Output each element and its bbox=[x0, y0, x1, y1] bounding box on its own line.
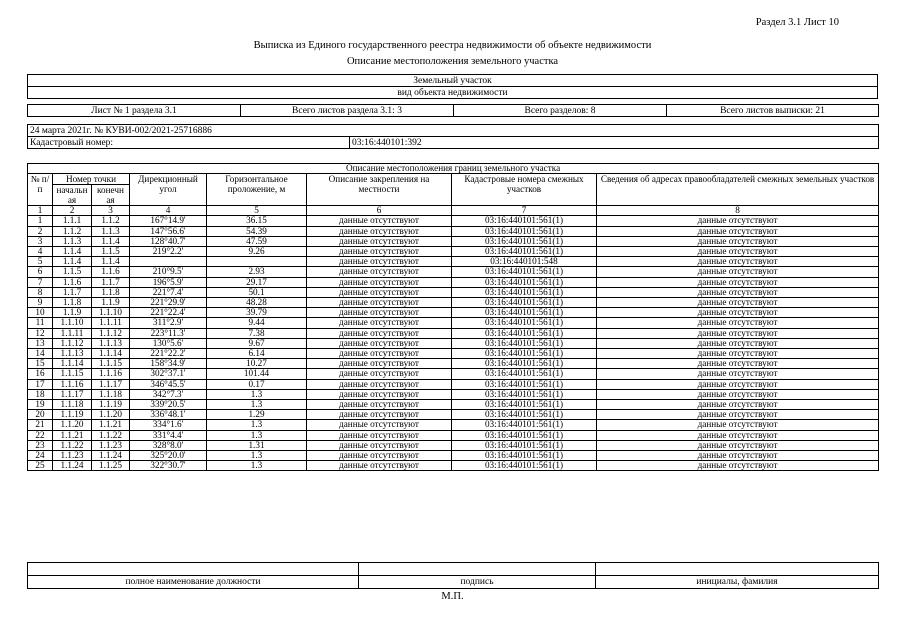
directional-angle: 221°22.2' bbox=[130, 349, 207, 359]
adjacent-cadastral-number: 03:16:440101:561(1) bbox=[452, 247, 597, 257]
row-num: 21 bbox=[28, 420, 53, 430]
row-num: 16 bbox=[28, 369, 53, 379]
row-num: 24 bbox=[28, 451, 53, 461]
owner-address: данные отсутствуют bbox=[597, 216, 879, 226]
adjacent-cadastral-number: 03:16:440101:561(1) bbox=[452, 440, 597, 450]
cadastral-number: 03:16:440101:392 bbox=[350, 137, 879, 149]
fixing-description: данные отсутствуют bbox=[307, 226, 452, 236]
horizontal-distance: 2.93 bbox=[207, 267, 307, 277]
column-numbers-row bbox=[28, 206, 879, 216]
end-point: 1.1.20 bbox=[92, 410, 130, 420]
initials-label: инициалы, фамилия bbox=[596, 576, 879, 589]
row-num: 17 bbox=[28, 379, 53, 389]
fixing-description: данные отсутствуют bbox=[307, 349, 452, 359]
end-point: 1.1.4 bbox=[92, 257, 130, 267]
end-point: 1.1.22 bbox=[92, 430, 130, 440]
end-point: 1.1.21 bbox=[92, 420, 130, 430]
owner-address: данные отсутствуют bbox=[597, 461, 879, 471]
fixing-description: данные отсутствуют bbox=[307, 430, 452, 440]
object-type: Земельный участок bbox=[28, 75, 878, 87]
directional-angle: 147°56.6' bbox=[130, 226, 207, 236]
end-point: 1.1.8 bbox=[92, 287, 130, 297]
table-row bbox=[28, 328, 879, 338]
directional-angle bbox=[130, 257, 207, 267]
fixing-description: данные отсутствуют bbox=[307, 287, 452, 297]
initials-field bbox=[596, 563, 879, 576]
object-kind-label: вид объекта недвижимости bbox=[28, 87, 878, 99]
row-num: 1 bbox=[28, 216, 53, 226]
column-number: 6 bbox=[307, 206, 452, 216]
adjacent-cadastral-number: 03:16:440101:561(1) bbox=[452, 349, 597, 359]
directional-angle: 167°14.9' bbox=[130, 216, 207, 226]
adjacent-cadastral-number: 03:16:440101:561(1) bbox=[452, 226, 597, 236]
fixing-description: данные отсутствуют bbox=[307, 440, 452, 450]
start-point: 1.1.17 bbox=[53, 389, 92, 399]
start-point: 1.1.12 bbox=[53, 338, 92, 348]
table-row bbox=[28, 369, 879, 379]
row-num: 22 bbox=[28, 430, 53, 440]
table-row bbox=[28, 389, 879, 399]
adjacent-cadastral-number: 03:16:440101:561(1) bbox=[452, 430, 597, 440]
table-row bbox=[28, 359, 879, 369]
start-point: 1.1.16 bbox=[53, 379, 92, 389]
horizontal-distance: 1.29 bbox=[207, 410, 307, 420]
end-point: 1.1.24 bbox=[92, 451, 130, 461]
header-owners: Сведения об адресах правообладателей смежных земельных участков bbox=[597, 174, 879, 206]
row-num: 19 bbox=[28, 400, 53, 410]
owner-address: данные отсутствуют bbox=[597, 349, 879, 359]
start-point: 1.1.5 bbox=[53, 267, 92, 277]
fixing-description: данные отсутствуют bbox=[307, 298, 452, 308]
end-point: 1.1.11 bbox=[92, 318, 130, 328]
row-num: 11 bbox=[28, 318, 53, 328]
row-num: 6 bbox=[28, 267, 53, 277]
directional-angle: 325°20.0' bbox=[130, 451, 207, 461]
column-number: 8 bbox=[597, 206, 879, 216]
header-angle: Дирекционный угол bbox=[130, 174, 207, 206]
directional-angle: 331°4.4' bbox=[130, 430, 207, 440]
row-num: 10 bbox=[28, 308, 53, 318]
column-number: 7 bbox=[452, 206, 597, 216]
record-date-number: 24 марта 2021г. № КУВИ-002/2021-25716886 bbox=[28, 125, 879, 137]
table-row bbox=[28, 216, 879, 226]
fixing-description: данные отсутствуют bbox=[307, 247, 452, 257]
owner-address: данные отсутствуют bbox=[597, 287, 879, 297]
horizontal-distance: 0.17 bbox=[207, 379, 307, 389]
table-row bbox=[28, 420, 879, 430]
end-point: 1.1.2 bbox=[92, 216, 130, 226]
start-point: 1.1.19 bbox=[53, 410, 92, 420]
table-row bbox=[28, 226, 879, 236]
start-point: 1.1.24 bbox=[53, 461, 92, 471]
document-subtitle: Описание местоположения земельного участка bbox=[346, 56, 559, 67]
owner-address: данные отсутствуют bbox=[597, 247, 879, 257]
directional-angle: 311°2.9' bbox=[130, 318, 207, 328]
end-point: 1.1.18 bbox=[92, 389, 130, 399]
row-num: 8 bbox=[28, 287, 53, 297]
fixing-description: данные отсутствуют bbox=[307, 420, 452, 430]
owner-address: данные отсутствуют bbox=[597, 236, 879, 246]
start-point: 1.1.3 bbox=[53, 236, 92, 246]
table-row bbox=[28, 349, 879, 359]
owner-address: данные отсутствуют bbox=[597, 400, 879, 410]
start-point: 1.1.4 bbox=[53, 247, 92, 257]
adjacent-cadastral-number: 03:16:440101:561(1) bbox=[452, 369, 597, 379]
row-num: 14 bbox=[28, 349, 53, 359]
table-row bbox=[28, 308, 879, 318]
signature-field bbox=[359, 563, 596, 576]
directional-angle: 219°2.2' bbox=[130, 247, 207, 257]
sheet-number: Лист № 1 раздела 3.1 bbox=[28, 105, 241, 117]
adjacent-cadastral-number: 03:16:440101:561(1) bbox=[452, 359, 597, 369]
row-num: 12 bbox=[28, 328, 53, 338]
start-point: 1.1.15 bbox=[53, 369, 92, 379]
owner-address: данные отсутствуют bbox=[597, 277, 879, 287]
row-num: 3 bbox=[28, 236, 53, 246]
row-num: 9 bbox=[28, 298, 53, 308]
directional-angle: 221°22.4' bbox=[130, 308, 207, 318]
end-point: 1.1.10 bbox=[92, 308, 130, 318]
adjacent-cadastral-number: 03:16:440101:561(1) bbox=[452, 277, 597, 287]
owner-address: данные отсутствуют bbox=[597, 226, 879, 236]
adjacent-cadastral-number: 03:16:440101:561(1) bbox=[452, 318, 597, 328]
end-point: 1.1.15 bbox=[92, 359, 130, 369]
position-label: полное наименование должности bbox=[28, 576, 359, 589]
owner-address: данные отсутствуют bbox=[597, 451, 879, 461]
fixing-description: данные отсутствуют bbox=[307, 379, 452, 389]
end-point: 1.1.9 bbox=[92, 298, 130, 308]
end-point: 1.1.16 bbox=[92, 369, 130, 379]
adjacent-cadastral-number: 03:16:440101:561(1) bbox=[452, 420, 597, 430]
row-num: 13 bbox=[28, 338, 53, 348]
end-point: 1.1.6 bbox=[92, 267, 130, 277]
row-num: 18 bbox=[28, 389, 53, 399]
table-row bbox=[28, 400, 879, 410]
adjacent-cadastral-number: 03:16:440101:561(1) bbox=[452, 461, 597, 471]
fixing-description: данные отсутствуют bbox=[307, 451, 452, 461]
sheet-info-row bbox=[27, 104, 879, 117]
record-box bbox=[27, 124, 879, 149]
horizontal-distance: 1.3 bbox=[207, 430, 307, 440]
directional-angle: 346°45.5' bbox=[130, 379, 207, 389]
fixing-description: данные отсутствуют bbox=[307, 369, 452, 379]
table-row bbox=[28, 338, 879, 348]
header-num: № п/п bbox=[28, 174, 53, 206]
horizontal-distance: 9.26 bbox=[207, 247, 307, 257]
start-point: 1.1.7 bbox=[53, 287, 92, 297]
directional-angle: 221°7.4' bbox=[130, 287, 207, 297]
row-num: 23 bbox=[28, 440, 53, 450]
owner-address: данные отсутствуют bbox=[597, 410, 879, 420]
horizontal-distance: 47.59 bbox=[207, 236, 307, 246]
horizontal-distance: 9.44 bbox=[207, 318, 307, 328]
horizontal-distance: 39.79 bbox=[207, 308, 307, 318]
column-number: 2 bbox=[53, 206, 92, 216]
horizontal-distance: 36.15 bbox=[207, 216, 307, 226]
row-num: 25 bbox=[28, 461, 53, 471]
signature-block bbox=[27, 562, 879, 589]
object-type-box bbox=[27, 74, 878, 99]
adjacent-cadastral-number: 03:16:440101:561(1) bbox=[452, 338, 597, 348]
row-num: 20 bbox=[28, 410, 53, 420]
end-point: 1.1.5 bbox=[92, 247, 130, 257]
horizontal-distance: 29.17 bbox=[207, 277, 307, 287]
signature-label: подпись bbox=[359, 576, 596, 589]
end-point: 1.1.17 bbox=[92, 379, 130, 389]
table-row bbox=[28, 440, 879, 450]
start-point: 1.1.1 bbox=[53, 216, 92, 226]
start-point: 1.1.9 bbox=[53, 308, 92, 318]
header-start: начальн ая bbox=[53, 185, 92, 206]
owner-address: данные отсутствуют bbox=[597, 379, 879, 389]
header-fixing: Описание закрепления на местности bbox=[307, 174, 452, 206]
adjacent-cadastral-number: 03:16:440101:561(1) bbox=[452, 389, 597, 399]
fixing-description: данные отсутствуют bbox=[307, 328, 452, 338]
column-number: 4 bbox=[130, 206, 207, 216]
owner-address: данные отсутствуют bbox=[597, 420, 879, 430]
adjacent-cadastral-number: 03:16:440101:548 bbox=[452, 257, 597, 267]
start-point: 1.1.4 bbox=[53, 257, 92, 267]
end-point: 1.1.25 bbox=[92, 461, 130, 471]
horizontal-distance bbox=[207, 257, 307, 267]
table-row bbox=[28, 287, 879, 297]
fixing-description: данные отсутствуют bbox=[307, 236, 452, 246]
owner-address: данные отсутствуют bbox=[597, 318, 879, 328]
owner-address: данные отсутствуют bbox=[597, 328, 879, 338]
horizontal-distance: 50.1 bbox=[207, 287, 307, 297]
end-point: 1.1.4 bbox=[92, 236, 130, 246]
header-end: конечн ая bbox=[92, 185, 130, 206]
adjacent-cadastral-number: 03:16:440101:561(1) bbox=[452, 308, 597, 318]
table-row bbox=[28, 318, 879, 328]
total-sheets-extract: Всего листов выписки: 21 bbox=[667, 105, 879, 117]
owner-address: данные отсутствуют bbox=[597, 430, 879, 440]
end-point: 1.1.3 bbox=[92, 226, 130, 236]
total-sections: Всего разделов: 8 bbox=[454, 105, 667, 117]
directional-angle: 302°37.1' bbox=[130, 369, 207, 379]
end-point: 1.1.14 bbox=[92, 349, 130, 359]
table-row bbox=[28, 379, 879, 389]
total-sheets-section: Всего листов раздела 3.1: 3 bbox=[241, 105, 454, 117]
boundary-table-caption: Описание местоположения границ земельного участка bbox=[28, 164, 879, 174]
boundary-table bbox=[27, 163, 879, 471]
adjacent-cadastral-number: 03:16:440101:561(1) bbox=[452, 267, 597, 277]
horizontal-distance: 10.27 bbox=[207, 359, 307, 369]
owner-address: данные отсутствуют bbox=[597, 359, 879, 369]
stamp-label: М.П. bbox=[441, 591, 464, 602]
start-point: 1.1.18 bbox=[53, 400, 92, 410]
table-row bbox=[28, 277, 879, 287]
fixing-description: данные отсутствуют bbox=[307, 338, 452, 348]
adjacent-cadastral-number: 03:16:440101:561(1) bbox=[452, 400, 597, 410]
end-point: 1.1.12 bbox=[92, 328, 130, 338]
fixing-description: данные отсутствуют bbox=[307, 257, 452, 267]
directional-angle: 322°30.7' bbox=[130, 461, 207, 471]
start-point: 1.1.8 bbox=[53, 298, 92, 308]
horizontal-distance: 9.67 bbox=[207, 338, 307, 348]
horizontal-distance: 54.39 bbox=[207, 226, 307, 236]
row-num: 2 bbox=[28, 226, 53, 236]
end-point: 1.1.13 bbox=[92, 338, 130, 348]
owner-address: данные отсутствуют bbox=[597, 369, 879, 379]
adjacent-cadastral-number: 03:16:440101:561(1) bbox=[452, 379, 597, 389]
directional-angle: 221°29.9' bbox=[130, 298, 207, 308]
owner-address: данные отсутствуют bbox=[597, 267, 879, 277]
column-number: 5 bbox=[207, 206, 307, 216]
owner-address: данные отсутствуют bbox=[597, 298, 879, 308]
document-title: Выписка из Единого государственного реестра недвижимости об объекте недвижимости bbox=[253, 40, 652, 51]
directional-angle: 336°48.1' bbox=[130, 410, 207, 420]
horizontal-distance: 1.3 bbox=[207, 400, 307, 410]
horizontal-distance: 1.31 bbox=[207, 440, 307, 450]
table-row bbox=[28, 461, 879, 471]
column-number: 1 bbox=[28, 206, 53, 216]
fixing-description: данные отсутствуют bbox=[307, 410, 452, 420]
directional-angle: 196°5.9' bbox=[130, 277, 207, 287]
directional-angle: 158°34.9' bbox=[130, 359, 207, 369]
row-num: 7 bbox=[28, 277, 53, 287]
adjacent-cadastral-number: 03:16:440101:561(1) bbox=[452, 410, 597, 420]
fixing-description: данные отсутствуют bbox=[307, 308, 452, 318]
start-point: 1.1.10 bbox=[53, 318, 92, 328]
horizontal-distance: 6.14 bbox=[207, 349, 307, 359]
table-row bbox=[28, 430, 879, 440]
owner-address: данные отсутствуют bbox=[597, 440, 879, 450]
directional-angle: 339°20.5' bbox=[130, 400, 207, 410]
horizontal-distance: 48.28 bbox=[207, 298, 307, 308]
adjacent-cadastral-number: 03:16:440101:561(1) bbox=[452, 328, 597, 338]
column-number: 3 bbox=[92, 206, 130, 216]
horizontal-distance: 1.3 bbox=[207, 420, 307, 430]
start-point: 1.1.2 bbox=[53, 226, 92, 236]
directional-angle: 342°7.3' bbox=[130, 389, 207, 399]
start-point: 1.1.23 bbox=[53, 451, 92, 461]
horizontal-distance: 7.38 bbox=[207, 328, 307, 338]
horizontal-distance: 101.44 bbox=[207, 369, 307, 379]
fixing-description: данные отсутствуют bbox=[307, 277, 452, 287]
adjacent-cadastral-number: 03:16:440101:561(1) bbox=[452, 451, 597, 461]
horizontal-distance: 1.3 bbox=[207, 451, 307, 461]
start-point: 1.1.6 bbox=[53, 277, 92, 287]
fixing-description: данные отсутствуют bbox=[307, 318, 452, 328]
table-row bbox=[28, 267, 879, 277]
end-point: 1.1.23 bbox=[92, 440, 130, 450]
end-point: 1.1.19 bbox=[92, 400, 130, 410]
adjacent-cadastral-number: 03:16:440101:561(1) bbox=[452, 287, 597, 297]
fixing-description: данные отсутствуют bbox=[307, 400, 452, 410]
owner-address: данные отсутствуют bbox=[597, 308, 879, 318]
start-point: 1.1.21 bbox=[53, 430, 92, 440]
adjacent-cadastral-number: 03:16:440101:561(1) bbox=[452, 236, 597, 246]
table-row bbox=[28, 236, 879, 246]
table-row bbox=[28, 410, 879, 420]
owner-address: данные отсутствуют bbox=[597, 338, 879, 348]
fixing-description: данные отсутствуют bbox=[307, 359, 452, 369]
start-point: 1.1.22 bbox=[53, 440, 92, 450]
adjacent-cadastral-number: 03:16:440101:561(1) bbox=[452, 298, 597, 308]
cadastral-label: Кадастровый номер: bbox=[28, 137, 350, 149]
fixing-description: данные отсутствуют bbox=[307, 461, 452, 471]
directional-angle: 334°1.6' bbox=[130, 420, 207, 430]
directional-angle: 130°5.6' bbox=[130, 338, 207, 348]
directional-angle: 210°9.5' bbox=[130, 267, 207, 277]
section-sheet-label: Раздел 3.1 Лист 10 bbox=[755, 17, 839, 28]
end-point: 1.1.7 bbox=[92, 277, 130, 287]
header-distance: Горизонтальное проложение, м bbox=[207, 174, 307, 206]
horizontal-distance: 1.3 bbox=[207, 461, 307, 471]
directional-angle: 328°8.0' bbox=[130, 440, 207, 450]
position-field bbox=[28, 563, 359, 576]
table-row bbox=[28, 298, 879, 308]
table-row bbox=[28, 451, 879, 461]
fixing-description: данные отсутствуют bbox=[307, 389, 452, 399]
row-num: 4 bbox=[28, 247, 53, 257]
fixing-description: данные отсутствуют bbox=[307, 267, 452, 277]
start-point: 1.1.14 bbox=[53, 359, 92, 369]
fixing-description: данные отсутствуют bbox=[307, 216, 452, 226]
directional-angle: 128°40.7' bbox=[130, 236, 207, 246]
row-num: 5 bbox=[28, 257, 53, 267]
table-row bbox=[28, 257, 879, 267]
header-point-number: Номер точки bbox=[53, 174, 130, 185]
owner-address: данные отсутствуют bbox=[597, 389, 879, 399]
header-adjacent: Кадастровые номера смежных участков bbox=[452, 174, 597, 206]
owner-address: данные отсутствуют bbox=[597, 257, 879, 267]
adjacent-cadastral-number: 03:16:440101:561(1) bbox=[452, 216, 597, 226]
directional-angle: 223°11.3' bbox=[130, 328, 207, 338]
start-point: 1.1.13 bbox=[53, 349, 92, 359]
start-point: 1.1.20 bbox=[53, 420, 92, 430]
horizontal-distance: 1.3 bbox=[207, 389, 307, 399]
start-point: 1.1.11 bbox=[53, 328, 92, 338]
table-row bbox=[28, 247, 879, 257]
row-num: 15 bbox=[28, 359, 53, 369]
